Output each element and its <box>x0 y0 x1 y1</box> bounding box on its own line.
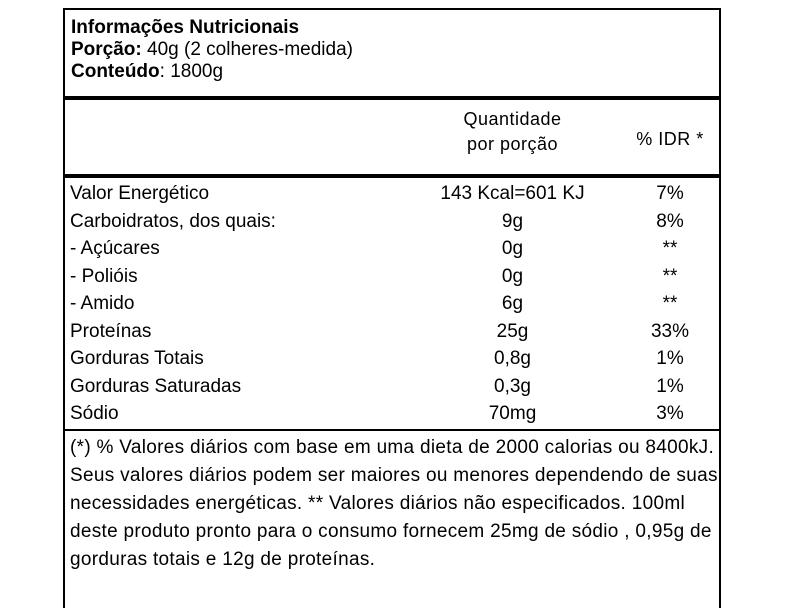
nutrient-name: Sódio <box>70 403 119 424</box>
nutrient-quantity: 9g <box>501 210 524 232</box>
nutrient-row <box>65 208 719 236</box>
portion-line <box>71 39 353 61</box>
column-header-quantity-line2: por porção <box>466 134 559 154</box>
nutrient-idr: 1% <box>656 348 684 369</box>
nutrient-row <box>65 318 719 346</box>
label-header <box>71 17 353 83</box>
nutrient-name: - Amido <box>70 293 135 314</box>
nutrient-quantity: 6g <box>501 293 524 314</box>
footnote-text: (*) % Valores diários com base em uma dieta de 2000 calorias ou 8400kJ. Seus valores diários podem ser maiores ou menores dependendo de suas necessidades energéticas. ** Valores diários não especificados. 100ml deste produto pronto para o consumo fornecem 25mg de sódio , 0,95g de gorduras totais e 12g de proteínas. <box>70 437 718 570</box>
nutrient-quantity: 70mg <box>488 403 537 424</box>
nutrient-name: Gorduras Saturadas <box>70 375 242 397</box>
nutrient-name: - Polióis <box>70 265 138 287</box>
content-label: Conteúdo <box>71 61 160 82</box>
nutrient-quantity: 143 Kcal=601 KJ <box>440 183 585 204</box>
nutrient-row <box>65 290 719 318</box>
nutrient-quantity: 0g <box>501 238 524 259</box>
label-title: Informações Nutricionais <box>71 17 300 38</box>
column-header-divider <box>65 174 719 178</box>
portion-value: 40g (2 colheres-medida) <box>141 39 353 60</box>
nutrient-row <box>65 235 719 263</box>
nutrient-quantity: 0,8g <box>494 348 531 369</box>
portion-label: Porção: <box>71 39 142 60</box>
nutrient-row <box>65 345 719 373</box>
nutrient-name: Gorduras Totais <box>70 348 204 369</box>
column-header-idr: % IDR * <box>636 129 704 149</box>
nutrient-quantity: 25g <box>496 320 529 342</box>
nutrient-name: - Açúcares <box>70 238 160 259</box>
nutrient-idr: ** <box>662 238 678 259</box>
nutrient-idr: 3% <box>656 403 684 424</box>
nutrient-row <box>65 373 719 401</box>
nutrient-row <box>65 400 719 428</box>
nutrient-idr: ** <box>662 293 678 314</box>
nutrient-name: Carboidratos, dos quais: <box>70 210 276 232</box>
nutrient-name: Proteínas <box>70 320 152 342</box>
content-value: : 1800g <box>159 61 224 82</box>
nutrient-idr: 33% <box>650 320 690 342</box>
nutrient-quantity: 0,3g <box>494 375 531 397</box>
column-header-quantity <box>425 107 600 157</box>
column-header-quantity-line1: Quantidade <box>463 109 562 129</box>
nutrient-idr: 7% <box>656 183 684 204</box>
nutrient-row <box>65 263 719 291</box>
nutrient-row <box>65 180 719 208</box>
nutrient-idr: 1% <box>656 375 684 397</box>
content-line <box>71 61 353 83</box>
nutrient-name: Valor Energético <box>70 183 210 204</box>
nutrient-table <box>65 180 719 428</box>
nutrient-idr: 8% <box>656 210 684 232</box>
nutrient-quantity: 0g <box>501 265 524 287</box>
nutrient-idr: ** <box>662 265 678 287</box>
nutrition-facts-label <box>63 8 721 608</box>
header-divider <box>65 96 719 100</box>
footnote-divider <box>65 429 719 431</box>
